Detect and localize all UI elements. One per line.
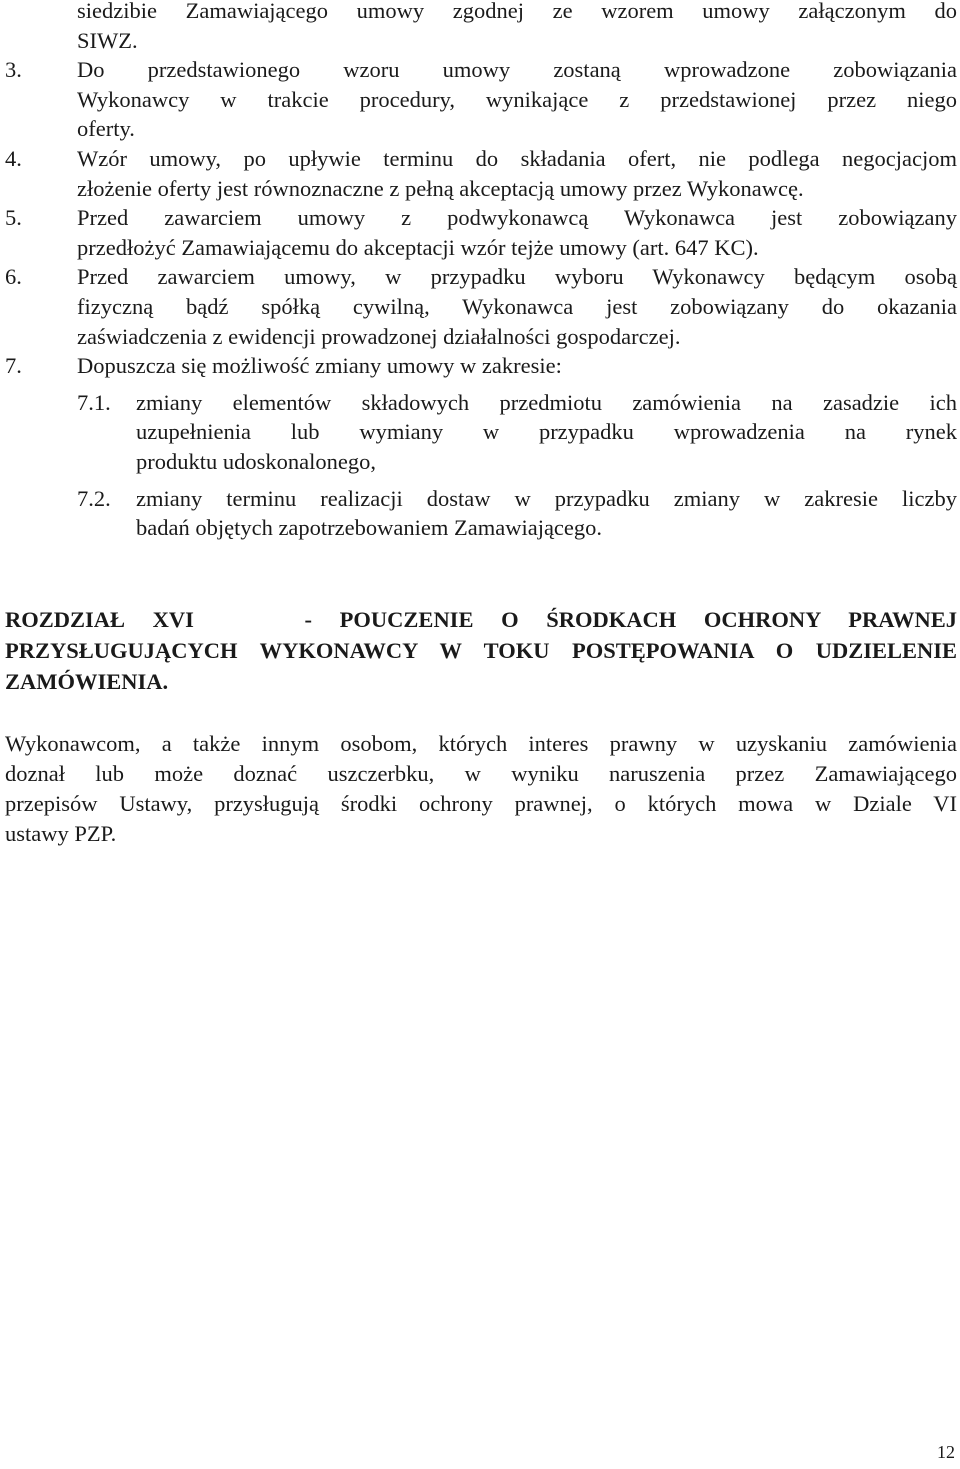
text-line: zaświadczenia z ewidencji prowadzonej działalności gospodarczej. (77, 323, 681, 349)
page-number: 12 (937, 1442, 955, 1462)
text-line: SIWZ. (77, 27, 138, 53)
numbered-list (5, 0, 957, 543)
text-line: Wykonawcy w trakcie procedury, wynikające z przedstawionej przez niego (77, 86, 957, 112)
text-line: Wykonawcom, a także innym osobom, których interes prawny w uzyskaniu zamówienia (5, 731, 957, 756)
list-item (5, 262, 957, 351)
text-line: oferty. (77, 116, 135, 142)
text-line: badań objętych zapotrzebowaniem Zamawiającego. (136, 515, 603, 541)
text-line: doznał lub może doznać uszczerbku, w wyniku naruszenia przez Zamawiającego (5, 761, 957, 786)
list-item (5, 351, 957, 381)
list-item-number: 3. (5, 57, 22, 83)
intro-continuation (5, 0, 957, 55)
heading-line: ZAMÓWIENIA. (5, 669, 169, 694)
list-item (5, 203, 957, 262)
text-line: Do przedstawionego wzoru umowy zostaną wprowadzone zobowiązania (77, 57, 957, 83)
text-line: zmiany elementów składowych przedmiotu zamówienia na zasadzie ich (136, 389, 957, 415)
text-line: przedłożyć Zamawiającemu do akceptacji wzór tejże umowy (art. 647 KC). (77, 234, 759, 260)
list-item (5, 144, 957, 203)
sub-list-item-number: 7.1. (77, 389, 111, 415)
heading-line: PRZYSŁUGUJĄCYCH WYKONAWCY W TOKU POSTĘPOWANIA O UDZIELENIE (5, 638, 957, 663)
body-paragraph (5, 729, 957, 849)
list-item-number: 5. (5, 205, 22, 231)
text-line: uzupełnienia lub wymiany w przypadku wprowadzenia na rynek (136, 419, 957, 445)
list-item-number: 6. (5, 264, 22, 290)
text-line: produktu udoskonalonego, (136, 448, 376, 474)
text-line: Przed zawarciem umowy, w przypadku wyboru Wykonawcy będącym osobą (77, 264, 957, 290)
sub-list-item (5, 388, 957, 477)
text-line: Wzór umowy, po upływie terminu do składania ofert, nie podlega negocjacjom (77, 145, 957, 171)
list-item (5, 55, 957, 144)
text-line: ustawy PZP. (5, 821, 117, 846)
text-line: siedzibie Zamawiającego umowy zgodnej ze wzorem umowy załączonym do (77, 0, 957, 23)
text-line: złożenie oferty jest równoznaczne z pełną akceptacją umowy przez Wykonawcę. (77, 175, 804, 201)
heading-line: ROZDZIAŁ XVI - POUCZENIE O ŚRODKACH OCHRONY PRAWNEJ (5, 607, 957, 632)
sub-list-item (5, 484, 957, 543)
text-line: fizyczną bądź spółką cywilną, Wykonawca jest zobowiązany do okazania (77, 293, 957, 319)
list-item-number: 7. (5, 353, 22, 379)
text-line: zmiany terminu realizacji dostaw w przypadku zmiany w zakresie liczby (136, 485, 957, 511)
text-line: Przed zawarciem umowy z podwykonawcą Wykonawca jest zobowiązany (77, 205, 957, 231)
list-item-number: 4. (5, 145, 22, 171)
text-line: Dopuszcza się możliwość zmiany umowy w zakresie: (77, 353, 562, 379)
sub-list-item-number: 7.2. (77, 485, 111, 511)
chapter-heading (5, 604, 957, 697)
text-line: przepisów Ustawy, przysługują środki ochrony prawnej, o których mowa w Dziale VI (5, 791, 957, 816)
